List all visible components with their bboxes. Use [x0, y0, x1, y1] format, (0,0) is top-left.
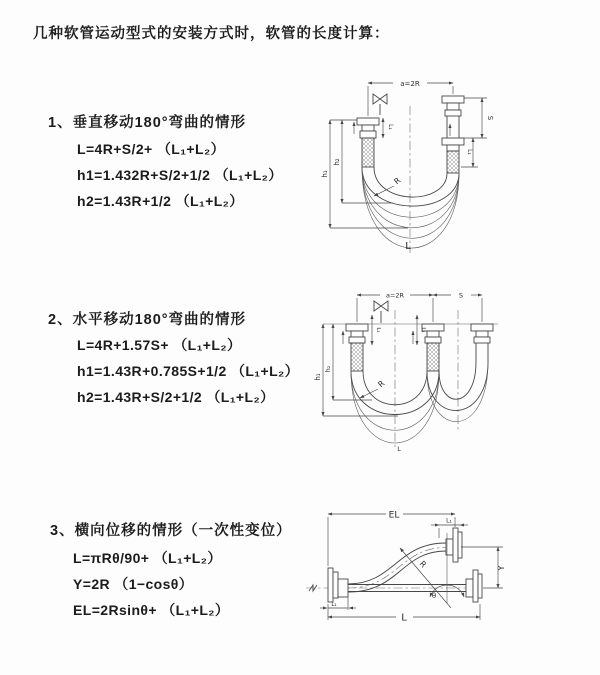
- valve-icon: [373, 94, 387, 115]
- section-2-heading: 2、水平移动180°弯曲的情形: [48, 312, 247, 328]
- page-title: 几种软管运动型式的安装方式时，软管的长度计算：: [33, 26, 390, 42]
- dim-label-theta: θ: [431, 592, 437, 600]
- formula-line: h2=1.43R+1/2 （L₁+L₂）: [77, 193, 244, 209]
- dim-el: [328, 511, 455, 567]
- dim-label-h1: h₁: [321, 170, 329, 178]
- dim-l: [328, 604, 480, 624]
- dim-label-l1-left: L₁: [331, 602, 337, 608]
- left-flange: [328, 568, 348, 602]
- dim-label-r: R: [417, 559, 429, 570]
- dim-radius: [374, 176, 403, 196]
- dim-label-l: L: [401, 612, 407, 624]
- dim-label-s: S: [458, 291, 464, 300]
- hose-u-bend: [362, 167, 459, 248]
- dim-a2r: [357, 292, 433, 300]
- dim-label-a2r: a=2R: [400, 80, 420, 88]
- dim-label-h2: h₂: [333, 158, 341, 166]
- formula-line: EL=2Rsinθ+ （L₁+L₂）: [73, 602, 230, 618]
- dim-label-l1-left: L₁: [387, 124, 394, 130]
- dim-l1-top: [431, 518, 468, 539]
- right-flange-fitting: [471, 324, 493, 362]
- dim-label-y: Y: [497, 565, 506, 571]
- dim-label-l: L: [405, 241, 411, 252]
- horizontal-bend-diagram: [310, 282, 600, 467]
- dim-label-h2: h₂: [324, 365, 332, 373]
- dim-label-el: EL: [388, 510, 400, 521]
- formula-line: Y=2R （1−cosθ）: [73, 576, 194, 592]
- dim-label-a2r: a=2R: [385, 291, 405, 300]
- dim-s: [464, 98, 494, 138]
- dim-h2: [324, 324, 372, 400]
- dim-label-l1-mid: L₁: [420, 327, 426, 333]
- left-flange-fitting: [346, 324, 368, 371]
- upper-right-flange: [446, 528, 462, 562]
- dim-label-l1-top: L₁: [446, 517, 452, 525]
- dim-label-l: L: [397, 445, 401, 453]
- dim-label-s: S: [486, 115, 494, 121]
- dim-label-r: R: [392, 175, 403, 187]
- dim-l1-left: [372, 315, 381, 345]
- left-flange-fitting: [357, 118, 379, 167]
- valve-icon: [374, 301, 388, 323]
- dim-l1-left: [320, 597, 356, 610]
- formula-line: L=πRθ/90+ （L₁+L₂）: [73, 550, 222, 566]
- dim-l1-left: [383, 118, 394, 138]
- section-1-heading: 1、垂直移动180°弯曲的情形: [48, 115, 247, 131]
- formula-line: h1=1.432R+S/2+1/2 （L₁+L₂）: [77, 167, 283, 183]
- dim-label-l1-left: L₁: [375, 327, 381, 333]
- dim-label-l1-right: L₁: [466, 149, 473, 155]
- formula-line: L=4R+1.57S+ （L₁+L₂）: [77, 337, 242, 353]
- vertical-bend-diagram: [310, 70, 600, 260]
- formula-line: h2=1.43R+S/2+1/2 （L₁+L₂）: [77, 389, 275, 405]
- formula-line: h1=1.43R+0.785S+1/2 （L₁+L₂）: [77, 363, 300, 379]
- dim-s: [433, 292, 482, 300]
- lower-right-flange: [466, 570, 482, 602]
- formula-line: L=4R+S/2+ （L₁+L₂）: [77, 141, 225, 157]
- dim-label-r: R: [376, 378, 387, 390]
- lateral-displacement-diagram: [300, 500, 600, 675]
- dim-label-h1: h₁: [314, 373, 322, 381]
- hose-u-bend: [351, 362, 488, 443]
- section-3-heading: 3、横向位移的情形（一次性变位）: [50, 523, 292, 539]
- right-flange-fitting: [442, 96, 464, 173]
